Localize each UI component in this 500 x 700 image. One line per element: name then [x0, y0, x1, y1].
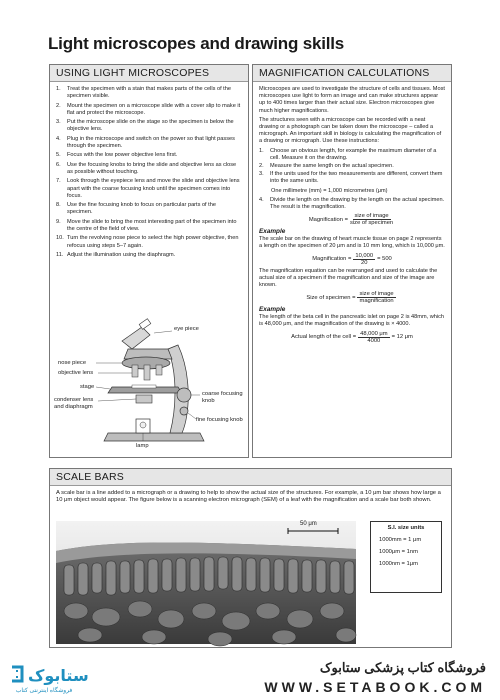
label-eye-piece: eye piece	[174, 326, 199, 332]
label-fine-focusing-knob: fine focusing knob	[196, 417, 243, 423]
list-item: 4. Divide the length on the drawing by the length on the actual specimen. The result is the magnification.	[259, 196, 445, 211]
formula-example-2: Actual length of the cell = $\frac{48,000 \mu m}{4000}$ = 12 μm	[291, 330, 413, 344]
instruction-list-step4	[259, 197, 445, 211]
list-item: 10. Turn the revolving nose piece to select the high power objective, then refocus using steps 5–7 again.	[56, 235, 239, 249]
logo-subtitle: فروشگاه اینترنتی کتاب	[15, 688, 73, 694]
formula-example-1: Magnification = $\frac{10,000}{20}$ = 500	[312, 252, 392, 266]
formula-magnification: Magnification = $\frac{\text{size of image}}{\text{size of specimen}}$	[308, 213, 394, 227]
panel-header: SCALE BARS	[50, 469, 451, 486]
panel-header: MAGNIFICATION CALCULATIONS	[253, 65, 451, 82]
list-item: 5. Focus with the low power objective lens first.	[56, 152, 178, 159]
list-item: 11. Adjust the illumination using the diaphragm.	[56, 251, 176, 258]
conversion-note: One millimetre (mm) = 1,000 micrometres (μm)	[271, 187, 388, 194]
page-title: Light microscopes and drawing skills	[48, 34, 345, 53]
paragraph: Microscopes are used to investigate the structure of cells and tissues. Most microscopes use light to form an image and can make structures appear up to 400 times larger than their actual size. Electron microscopes give much higher magnifications.	[259, 86, 445, 114]
list-item: 1. Choose an obvious length, for example the maximum diameter of a cell. Measure it on the drawing.	[259, 147, 437, 161]
list-item: 2. Measure the same length on the actual specimen.	[259, 163, 394, 170]
scale-bars-text: A scale bar is a line added to a micrograph or a drawing to help to show the actual size of the structures. For example, a 10 μm bar shows how large a 10 μm object would appear. The figure below is a scanning electron micrograph (SEM) of a leaf with the magnification and a scale bar both shown.	[56, 490, 441, 504]
example-heading: Example	[259, 306, 286, 314]
si-row: 1000mm = 1 μm	[379, 537, 422, 543]
si-table-title: S.I. size units	[387, 525, 425, 531]
procedure-list	[56, 86, 242, 259]
store-name: فروشگاه کتاب پزشکی ستابوک	[319, 660, 486, 675]
scale-bar-label: 50 μm	[300, 521, 317, 527]
si-rows	[371, 534, 441, 570]
logo-text: ستابوک	[28, 666, 89, 685]
magnification-calculations-panel	[252, 64, 452, 458]
publisher-footer	[0, 655, 500, 700]
leaf-sem-image	[56, 521, 356, 644]
store-url[interactable]: WWW.SETABOOK.COM	[264, 679, 486, 695]
si-row: 1000nm = 1μm	[379, 561, 418, 567]
list-item: 8. Use the fine focusing knob to focus on particular parts of the specimen.	[56, 202, 216, 216]
label-coarse-focusing-knob: coarse focusing knob	[202, 391, 243, 404]
si-units-table	[370, 521, 442, 593]
microscope-diagram	[50, 315, 248, 455]
label-lamp: lamp	[136, 443, 149, 449]
label-nose-piece: nose piece	[58, 360, 87, 366]
paragraph: The magnification equation can be rearranged and used to calculate the actual size of a specimen if the magnification and size of the image are known.	[259, 267, 438, 289]
instruction-list	[259, 148, 445, 186]
panel-header: USING LIGHT MICROSCOPES	[50, 65, 248, 82]
list-item: 1. Treat the specimen with a stain that makes parts of the cells of the specimen visible.	[56, 86, 231, 100]
example-text: The length of the beta cell in the pancreatic islet on page 2 is 48mm, which is 48,000 μm, and the magnification of the drawing is × 4000.	[259, 314, 445, 328]
label-stage: stage	[80, 384, 95, 390]
setabook-logo	[8, 659, 89, 697]
sem-micrograph	[56, 521, 356, 644]
list-item: 3. Put the microscope slide on the stage so the specimen is below the objective lens.	[56, 119, 234, 133]
example-heading: Example	[259, 228, 286, 236]
scale-bars-panel	[49, 468, 452, 648]
label-condenser-lens: condenser lens and diaphragm	[54, 397, 94, 410]
si-row: 1000μm = 1nm	[379, 549, 418, 555]
list-item: 9. Move the slide to bring the most interesting part of the specimen into the centre of the field of view.	[56, 218, 237, 233]
list-item: 2. Mount the specimen on a microscope slide with a cover slip to make it flat and protect the microscope.	[56, 102, 241, 116]
label-objective-lens: objective lens	[58, 370, 94, 376]
paragraph: The structures seen with a microscope can be recorded with a neat drawing or a photograph can be taken down the microscope – called a micrograph. An important skill in biology is calculating the magnification of a drawing or micrograph. Use these instructions:	[259, 116, 442, 145]
formula-size-of-specimen: Size of specimen = $\frac{\text{size of image}}{\text{magnification}}$	[306, 291, 394, 305]
list-item: 6. Use the focusing knobs to bring the slide and objective lens as close as possible without touching.	[56, 161, 237, 175]
example-text: The scale bar on the drawing of heart muscle tissue on page 2 represents a length on the specimen of 20 μm and is 10 mm long, which is 10,000 μm.	[259, 236, 445, 250]
list-item: 4. Plug in the microscope and switch on the power so that light passes through the specimen.	[56, 135, 235, 150]
using-light-microscopes-panel	[49, 64, 249, 458]
logo-mark	[8, 659, 89, 689]
list-item: 7. Look through the eyepiece lens and move the slide and objective lens apart with the coarse focusing knob until the specimen comes into focus.	[56, 178, 240, 199]
list-item: 3. If the units used for the two measurements are different, convert them into the same units.	[259, 171, 443, 185]
